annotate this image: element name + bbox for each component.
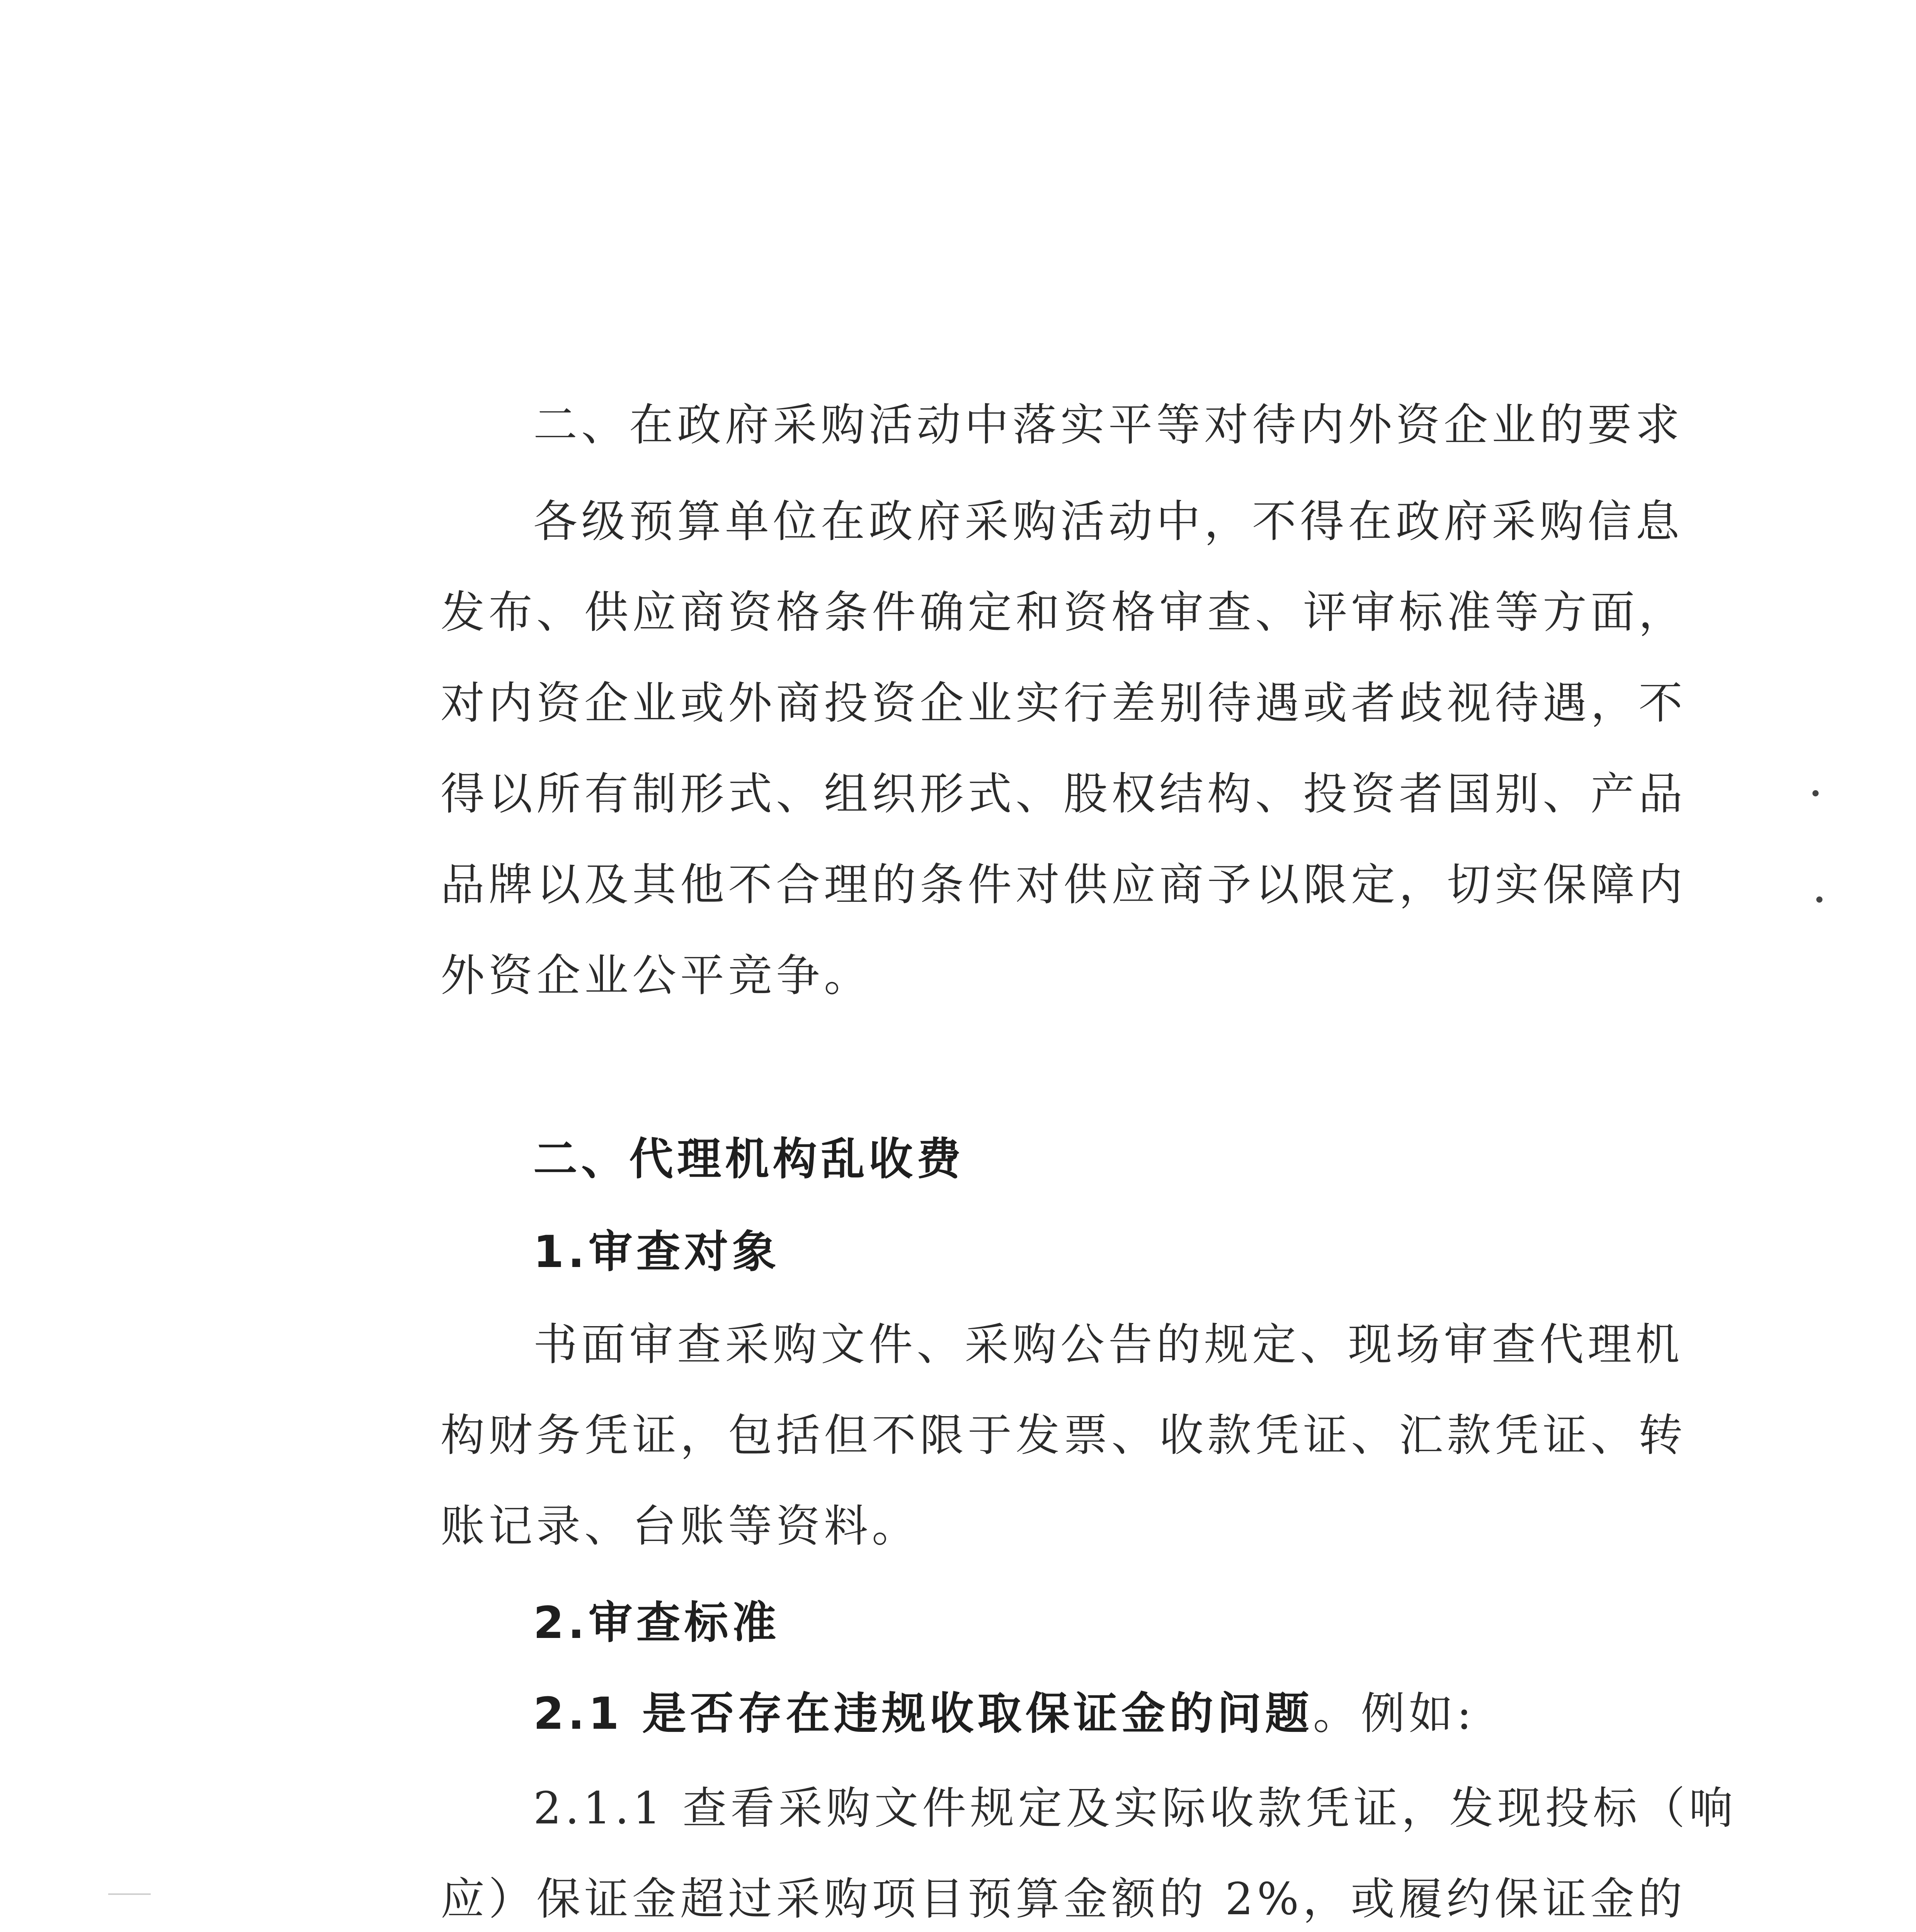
section1-title: 二、在政府采购活动中落实平等对待内外资企业的要求 bbox=[533, 399, 1684, 451]
item-2-1-heading: 2.1 是否存在违规收取保证金的问题 bbox=[533, 1688, 1313, 1739]
review-object-heading: 1.审查对象 bbox=[533, 1226, 780, 1277]
section1-line-5: 品牌以及其他不合理的条件对供应商予以限定，切实保障内 bbox=[441, 859, 1687, 910]
review-standard-heading: 2.审查标准 bbox=[533, 1597, 780, 1648]
section2-title: 二、代理机构乱收费 bbox=[533, 1133, 965, 1185]
item-2-1 bbox=[533, 1675, 1623, 1752]
section1-line-6: 外资企业公平竞争。 bbox=[441, 950, 872, 1001]
scan-mark bbox=[108, 1893, 151, 1895]
section1-line-4: 得以所有制形式、组织形式、股权结构、投资者国别、产品 bbox=[441, 768, 1687, 820]
section1-line-2: 发布、供应商资格条件确定和资格审查、评审标准等方面， bbox=[441, 587, 1687, 638]
review-object-line-1: 书面审查采购文件、采购公告的规定、现场审查代理机 bbox=[533, 1319, 1684, 1370]
review-object-line-3: 账记录、台账等资料。 bbox=[441, 1500, 920, 1552]
scan-speck bbox=[1812, 790, 1819, 796]
item-2-1-suffix: 。例如: bbox=[1313, 1688, 1476, 1739]
scan-speck bbox=[1816, 896, 1822, 903]
item-2-1-1-line-2: 应）保证金超过采购项目预算金额的 2%，或履约保证金的 bbox=[441, 1873, 1686, 1925]
item-2-1-1-line-1: 2.1.1 查看采购文件规定及实际收款凭证，发现投标（响 bbox=[533, 1782, 1737, 1834]
section1-line-1: 各级预算单位在政府采购活动中，不得在政府采购信息 bbox=[533, 496, 1684, 547]
review-object-line-2: 构财务凭证，包括但不限于发票、收款凭证、汇款凭证、转 bbox=[441, 1410, 1687, 1461]
section1-line-3: 对内资企业或外商投资企业实行差别待遇或者歧视待遇，不 bbox=[441, 677, 1687, 729]
